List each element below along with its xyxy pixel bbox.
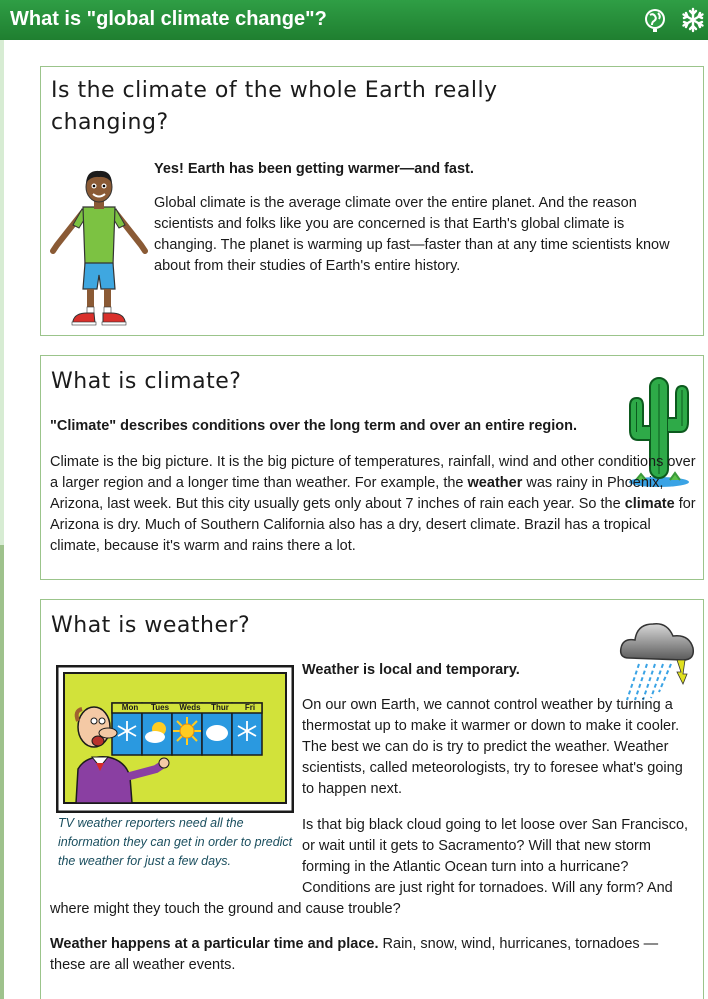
section-weather	[40, 599, 704, 999]
day-label: Weds	[179, 703, 201, 712]
weather-term: weather	[467, 475, 523, 491]
weather-paragraph-3	[50, 934, 670, 976]
day-label: Fri	[244, 703, 256, 712]
weather-paragraph-2: Is that big black cloud going to let loose over San Francisco, or wait until it gets to Sacramento? Will that new storm forming in the Atlantic Ocean turn into a hurricane? Conditions are just right for tornadoes. Will any form? And	[302, 817, 689, 896]
body-part-1: Climate is the big picture. It is the big picture of temperatures, rainfall, wind and other conditions over a larger region and a longer time than weather. For example, the	[50, 454, 696, 491]
section-title: What is climate?	[51, 369, 242, 394]
day-label: Thur	[211, 703, 229, 712]
page-left-edge-lower	[0, 545, 4, 999]
section-lead: "Climate" describes conditions over the long term and over an entire region.	[50, 418, 578, 434]
storm-cloud-illustration	[619, 614, 699, 706]
tv-weather-illustration	[56, 665, 294, 813]
page-title: What is "global climate change"?	[10, 8, 327, 30]
body-part-3: for Arizona is dry. Much of Southern California also has a dry, desert climate. Brazil has a tropical climate, because it's warm and rains there a lot.	[50, 496, 696, 554]
section-title-line2: changing?	[51, 110, 169, 135]
section-body	[50, 452, 700, 557]
snowflake-icon[interactable]	[680, 7, 706, 33]
page-header	[0, 0, 708, 40]
globe-icon[interactable]	[642, 7, 668, 33]
day-label: Tues	[150, 703, 170, 712]
section-lead: Weather is local and temporary.	[302, 662, 520, 678]
section-global-climate	[40, 66, 704, 336]
climate-term: climate	[624, 496, 675, 512]
image-caption: TV weather reporters need all the information they can get in order to predict the weather for just a few days.	[58, 816, 293, 868]
weather-paragraph-2-end: where might they touch the ground and cause trouble?	[50, 901, 401, 917]
body-part-2: was rainy in Phoenix, Arizona, last week. But this city usually gets only about 7 inches of rain each year. So the	[50, 475, 664, 512]
boy-illustration	[49, 167, 149, 327]
section-body: Global climate is the average climate over the entire planet. And the reason scientists and folks like you are concerned is that Earth's global climate is changing. The planet is warming up fast—faster than at any time scientists know about from their studies of Earth's entire history.	[154, 195, 670, 274]
section-climate	[40, 355, 704, 580]
section-lead: Yes! Earth has been getting warmer—and fast.	[154, 161, 474, 177]
day-label: Mon	[121, 703, 139, 712]
section-title: What is weather?	[51, 613, 251, 638]
weather-paragraph-3-lead: Weather happens at a particular time and place.	[50, 936, 379, 952]
weather-paragraph-1: On our own Earth, we cannot control weather by turning a thermostat up to make it warmer or down to make it cooler. The best we can do is try to predict the weather. Weather scientists, called meteorologists, try to foresee what's going to happen next.	[302, 697, 683, 797]
section-title-line1: Is the climate of the whole Earth really	[51, 78, 498, 103]
weather-paragraph-3-rest: Rain, snow, wind, hurricanes, tornadoes —these are all weather events.	[50, 936, 659, 973]
